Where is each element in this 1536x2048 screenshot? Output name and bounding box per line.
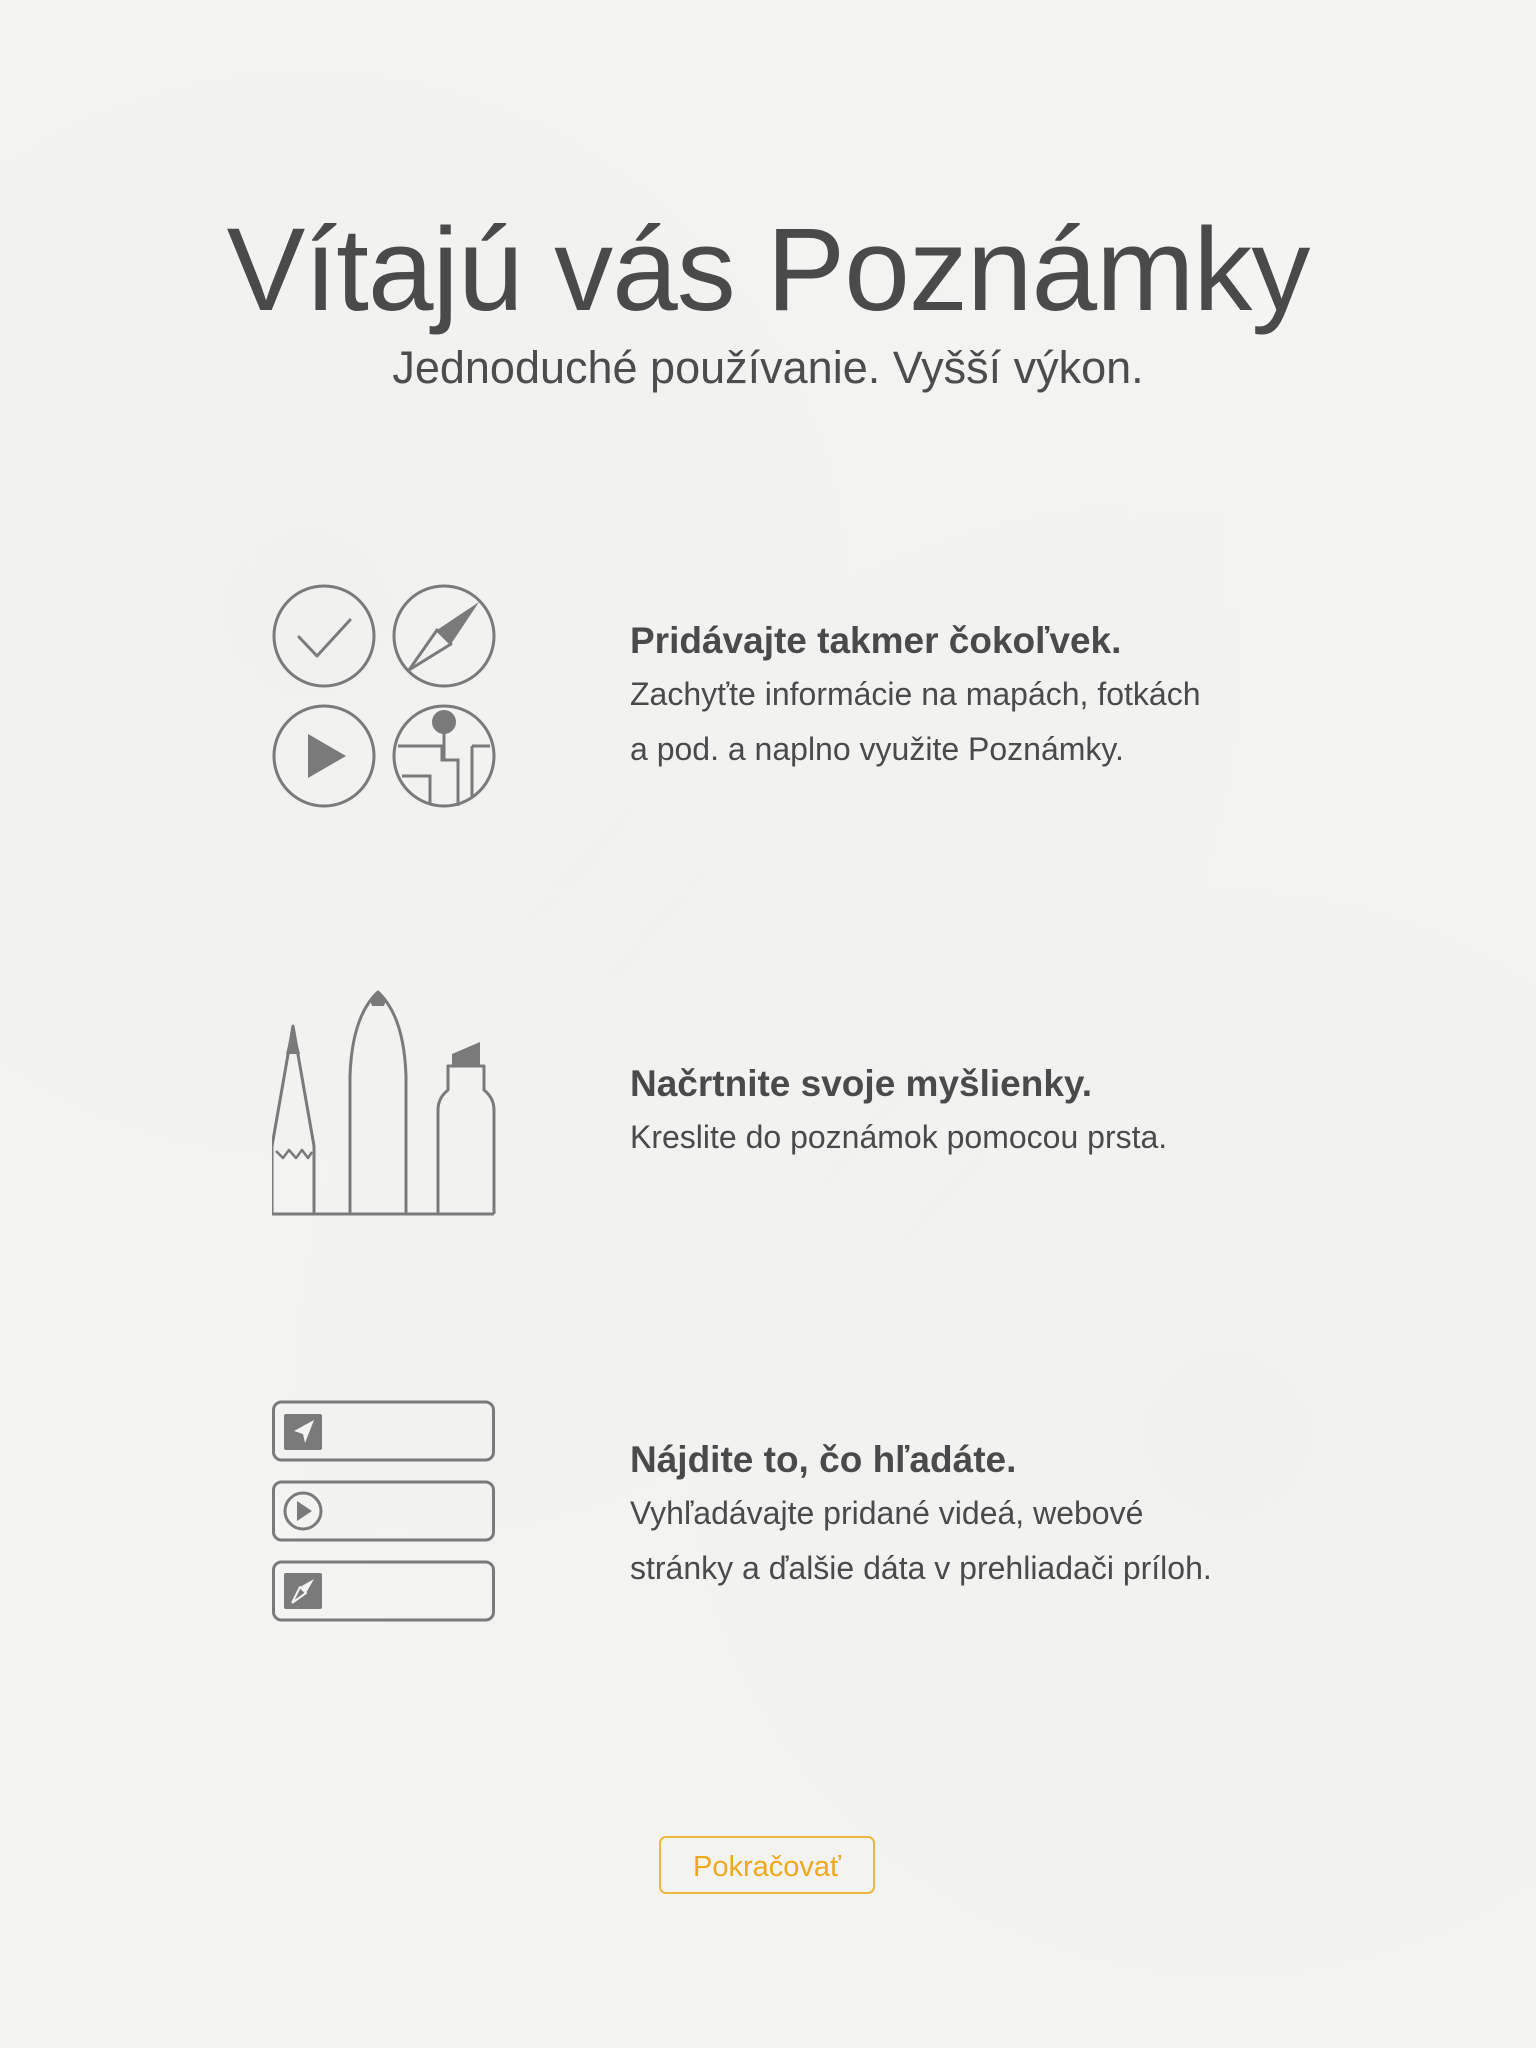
feature-heading: Pridávajte takmer čokoľvek. [630, 620, 1122, 661]
compass-icon [394, 586, 494, 686]
feature-sketch [272, 986, 1292, 1218]
feature-attachments-text [630, 615, 1310, 777]
web-row [274, 1562, 494, 1620]
feature-description-line: Kreslite do poznámok pomocou prsta. [630, 1119, 1168, 1155]
location-row [274, 1402, 494, 1460]
video-row [274, 1482, 494, 1540]
feature-heading: Načrtnite svoje myšlienky. [630, 1063, 1093, 1104]
map-pin-icon [394, 706, 494, 806]
feature-search-text [630, 1434, 1310, 1596]
pen-icon [350, 992, 406, 1214]
feature-attachments [272, 580, 1292, 810]
feature-sketch-text [630, 1058, 1310, 1165]
feature-description-line: Zachyťte informácie na mapách, fotkách [630, 676, 1201, 712]
feature-description-line: Vyhľadávajte pridané videá, webové [630, 1495, 1144, 1531]
feature-search [272, 1398, 1292, 1628]
feature-heading: Nájdite to, čo hľadáte. [630, 1439, 1017, 1480]
continue-button[interactable]: Pokračovať [659, 1836, 875, 1894]
feature-description-line: stránky a ďalšie dáta v prehliadači príloh. [630, 1550, 1212, 1586]
page-subtitle: Jednoduché používanie. Vyšší výkon. [392, 342, 1144, 393]
feature-description-line: a pod. a naplno využite Poznámky. [630, 731, 1124, 767]
checkmark-icon [274, 586, 374, 686]
play-icon [274, 706, 374, 806]
marker-icon [438, 1042, 494, 1214]
drawing-tools-icon-group [272, 986, 502, 1218]
page-title: Vítajú vás Poznámky [226, 204, 1310, 336]
attachments-icon-group [272, 580, 502, 810]
attachments-browser-icon-group [272, 1398, 502, 1628]
pencil-icon [272, 1026, 314, 1214]
